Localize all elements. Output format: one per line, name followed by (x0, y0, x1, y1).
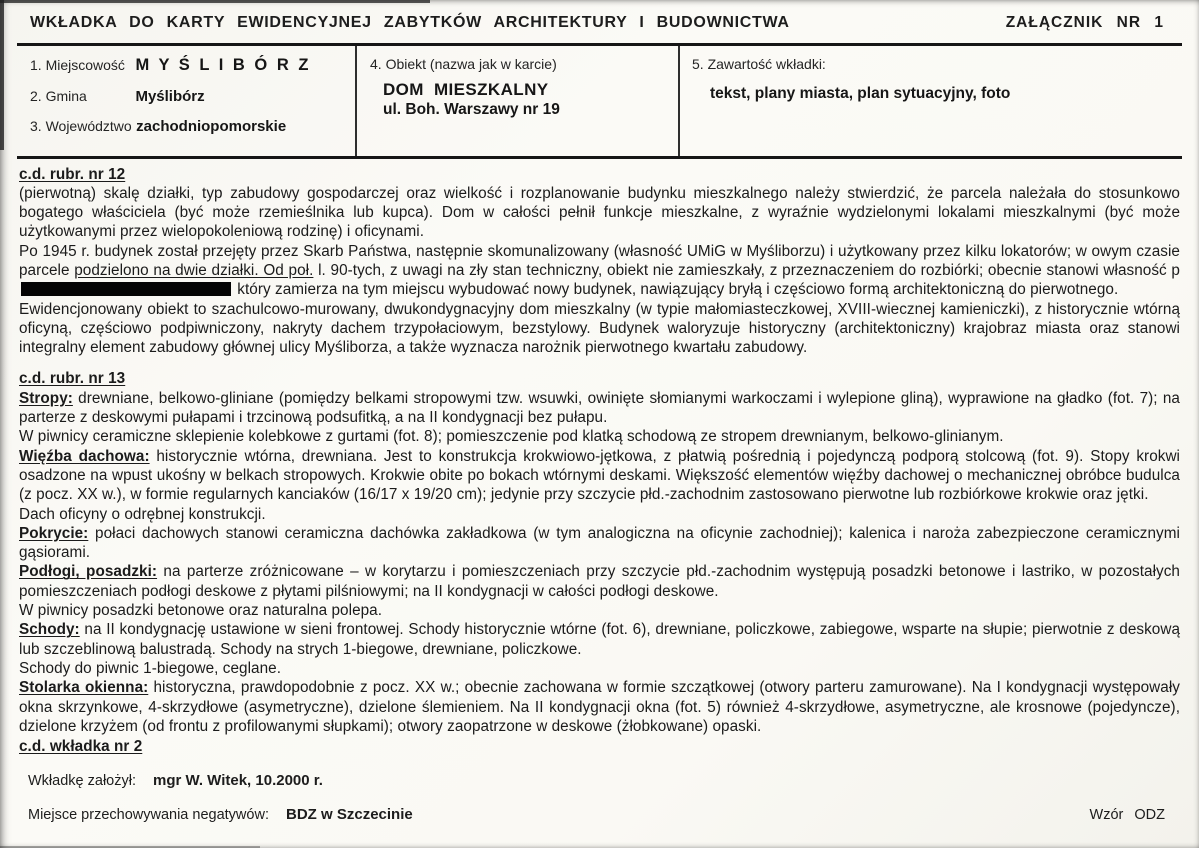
body-paragraph (19, 524, 1180, 563)
scan-edge-artifact (0, 0, 4, 150)
field-value-voivodeship: zachodniopomorskie (136, 118, 287, 135)
negatives-label: Miejsce przechowywania negatywów: (28, 807, 269, 823)
body-paragraph (19, 242, 1180, 300)
field-value-contents: tekst, plany miasta, plan sytuacyjny, foto (710, 85, 1011, 102)
founder-label: Wkładkę założył: (28, 773, 136, 789)
field-label-object: 4. Obiekt (nazwa jak w karcie) (370, 56, 557, 72)
body-paragraph (19, 678, 1180, 736)
form-model-label: Wzór ODZ (1089, 807, 1165, 823)
field-voivodeship (30, 117, 345, 136)
redaction-bar (21, 282, 231, 296)
field-commune (30, 87, 345, 106)
section-heading (19, 369, 1180, 388)
scan-edge-artifact (0, 0, 430, 3)
text-run: W piwnicy ceramiczne sklepienie kolebkowe z gurtami (fot. 8); pomieszczenie pod klatką schodową ze stropem drewnianym, belkowo-glinianym. (19, 428, 1004, 446)
footer-negatives-row (28, 806, 1165, 823)
text-run: historyczna, prawdopodobnie z pocz. XX w.; obecnie zachowana w formie szczątkowej (otwory parteru zamurowane). Na I kondygnacji występowały okna skrzynkowe, 4-skrzydłowe (asymetryczne), dzielone ślemieniem. Na II kondygnacji okna (fot. 5) również 4-skrzydłowe, asymetryczne, ale krosnowe (pojedyncze), dzielone krzyżem (od frontu z profilowanymi słupkami); otwory zaopatrzone w deskowe (żłobkowane) opaski. (19, 679, 1180, 735)
section-heading (19, 165, 1180, 184)
term-label: c.d. wkładka nr 2 (19, 738, 143, 756)
body-paragraph (19, 300, 1180, 358)
field-value-town: M Y Ś L I B Ó R Z (135, 56, 311, 74)
section-heading (19, 737, 1180, 756)
body-paragraph (19, 659, 1180, 678)
founder-value: mgr W. Witek, 10.2000 r. (153, 772, 323, 789)
body-paragraph (19, 184, 1180, 242)
term-label: Pokrycie: (19, 524, 89, 542)
text-run: l. 90-tych, z uwagi na zły stan techniczny, obiekt nie zamieszkały, z przeznaczeniem do rozbiórki; obecnie stanowi własność p (313, 261, 1180, 279)
text-run: Schody do piwnic 1-biegowe, ceglane. (19, 659, 282, 677)
text-run: Dach oficyny o odrębnej konstrukcji. (19, 505, 266, 523)
body-paragraph (19, 447, 1180, 505)
location-column (17, 46, 357, 156)
text-run: podzielono na dwie działki. Od poł. (74, 261, 314, 279)
text-run: drewniane, belkowo-gliniane (pomiędzy belkami stropowymi tzw. wsuwki, owinięte słomianymi warkoczami i wylepione gliną), wyprawione na gładko (fot. 7); na parterze z deskowymi pułapami i trzcinową podsufitką, a na II kondygnacji bez pułapu. (19, 389, 1180, 427)
document-footer (28, 772, 1165, 823)
term-label: Więźba dachowa: (19, 447, 150, 465)
term-label: Schody: (19, 621, 80, 639)
text-run: W piwnicy posadzki betonowe oraz naturalna polepa. (19, 602, 383, 620)
text-run: (pierwotną) skalę działki, typ zabudowy gospodarczej oraz wielkość i rozplanowanie budynku mieszkalnego należy stwierdzić, że parcela należała do stosunkowo bogatego właściciela (być może rzemieślnika lub kupca). Dom w całości pełnił funkcje mieszkalne, z wyraźnie wydzielonymi lokalami mieszkalnymi (być może użytkowanymi przez wielopokoleniową rodzinę) i oficynami. (19, 184, 1180, 241)
body-paragraph (19, 389, 1180, 428)
field-label-contents: 5. Zawartość wkładki: (692, 56, 826, 72)
field-label-commune: 2. Gmina (30, 87, 87, 104)
body-paragraph (19, 505, 1180, 524)
annex-label: ZAŁĄCZNIK NR 1 (1005, 14, 1164, 31)
field-value-object-address: ul. Boh. Warszawy nr 19 (383, 101, 560, 118)
field-label-voivodeship: 3. Województwo (30, 118, 132, 134)
body-paragraph (19, 620, 1180, 659)
field-value-commune: Myślibórz (135, 87, 205, 105)
body-paragraph (19, 427, 1180, 446)
page-inner (17, 0, 1182, 756)
info-table (17, 43, 1182, 159)
contents-column (680, 46, 1182, 156)
text-run: Po 1945 r. budynek został przejęty przez Skarb Państwa, następnie skomunalizowany (własność UMiG w Myśliborzu) i użytkowany przez kilku lokatorów; w owym czasie parcele (19, 242, 1180, 279)
term-label: Podłogi, posadzki: (19, 563, 158, 581)
term-label: Stolarka okienna: (19, 679, 149, 697)
negatives-value: BDZ w Szczecinie (286, 806, 413, 823)
text-run: który zamierza na tym miejscu wybudować nowy budynek, nawiązujący bryłą i częściowo formą architektoniczną do pierwotnego. (233, 281, 1119, 299)
document-title: WKŁADKA DO KARTY EWIDENCYJNEJ ZABYTKÓW ARCHITEKTURY I BUDOWNICTWA (30, 14, 790, 31)
object-column (357, 46, 680, 156)
footer-founder-row (28, 772, 1165, 789)
body-paragraph (19, 601, 1180, 620)
field-label-town: 1. Miejscowość (30, 57, 125, 73)
text-run: na parterze zróżnicowane – w korytarzu i pomieszczeniach przy szczycie płd.-zachodnim występują posadzki betonowe i lastriko, w pozostałych pomieszczeniach podłogi deskowe z płytami pilśniowymi; na II kondygnacji w całości podłogi deskowe. (19, 563, 1180, 600)
negatives-group (28, 806, 413, 823)
text-run: na II kondygnację ustawione w sieni frontowej. Schody historycznie wtórne (fot. 6), drewniane, policzkowe, zabiegowe, wsparte na słupie; pierwotnie z deskową lub szczeblinową balustradą. Schody na strych 1-biegowe, drewniane, policzkowe. (19, 621, 1180, 658)
term-label: c.d. rubr. nr 13 (19, 370, 126, 388)
body-content (19, 165, 1180, 757)
body-paragraph (19, 562, 1180, 601)
field-value-object-name: DOM MIESZKALNY (383, 80, 549, 99)
field-town (30, 56, 345, 75)
document-header (17, 0, 1182, 43)
text-run: połaci dachowych stanowi ceramiczna dachówka zakładkowa (w tym analogiczna na oficynie zachodniej); kalenica i naroża zabezpieczone ceramicznymi gąsiorami. (19, 524, 1180, 562)
text-run: Ewidencjonowany obiekt to szachulcowo-murowany, dwukondygnacyjny dom mieszkalny (w typie małomiasteczkowej, XVIII-wiecznej kamieniczki), z historycznie wtórną oficyną, częściowo podpiwniczony, nakryty dachem trzypołaciowym, bezstylowy. Budynek waloryzuje historyczny (architektoniczny) krajobraz miasta oraz stanowi integralny element zabudowy głównej ulicy Myśliborza, a także wyznacza narożnik pierwotnego kwartału zabudowy. (19, 300, 1180, 357)
text-run: historycznie wtórna, drewniana. Jest to konstrukcja krokwiowo-jętkowa, z płatwią pośrednią i pojedynczą podporą stolcową (fot. 9). Stopy krokwi osadzone na wpust ukośny w belkach stropowych. Krokwie obite po bokach wtórnymi deskami. Większość elementów więźby dachowej o mechanicznej obróbce budulca (z pocz. XX w.), w formie regularnych kanciaków (16/17 x 19/20 cm); jedynie przy szczycie płd.-zachodnim zastosowano pierwotne lub rozbiórkowe krokwie oraz jętki. (19, 447, 1180, 504)
term-label: Stropy: (19, 389, 73, 407)
term-label: c.d. rubr. nr 12 (19, 165, 126, 183)
